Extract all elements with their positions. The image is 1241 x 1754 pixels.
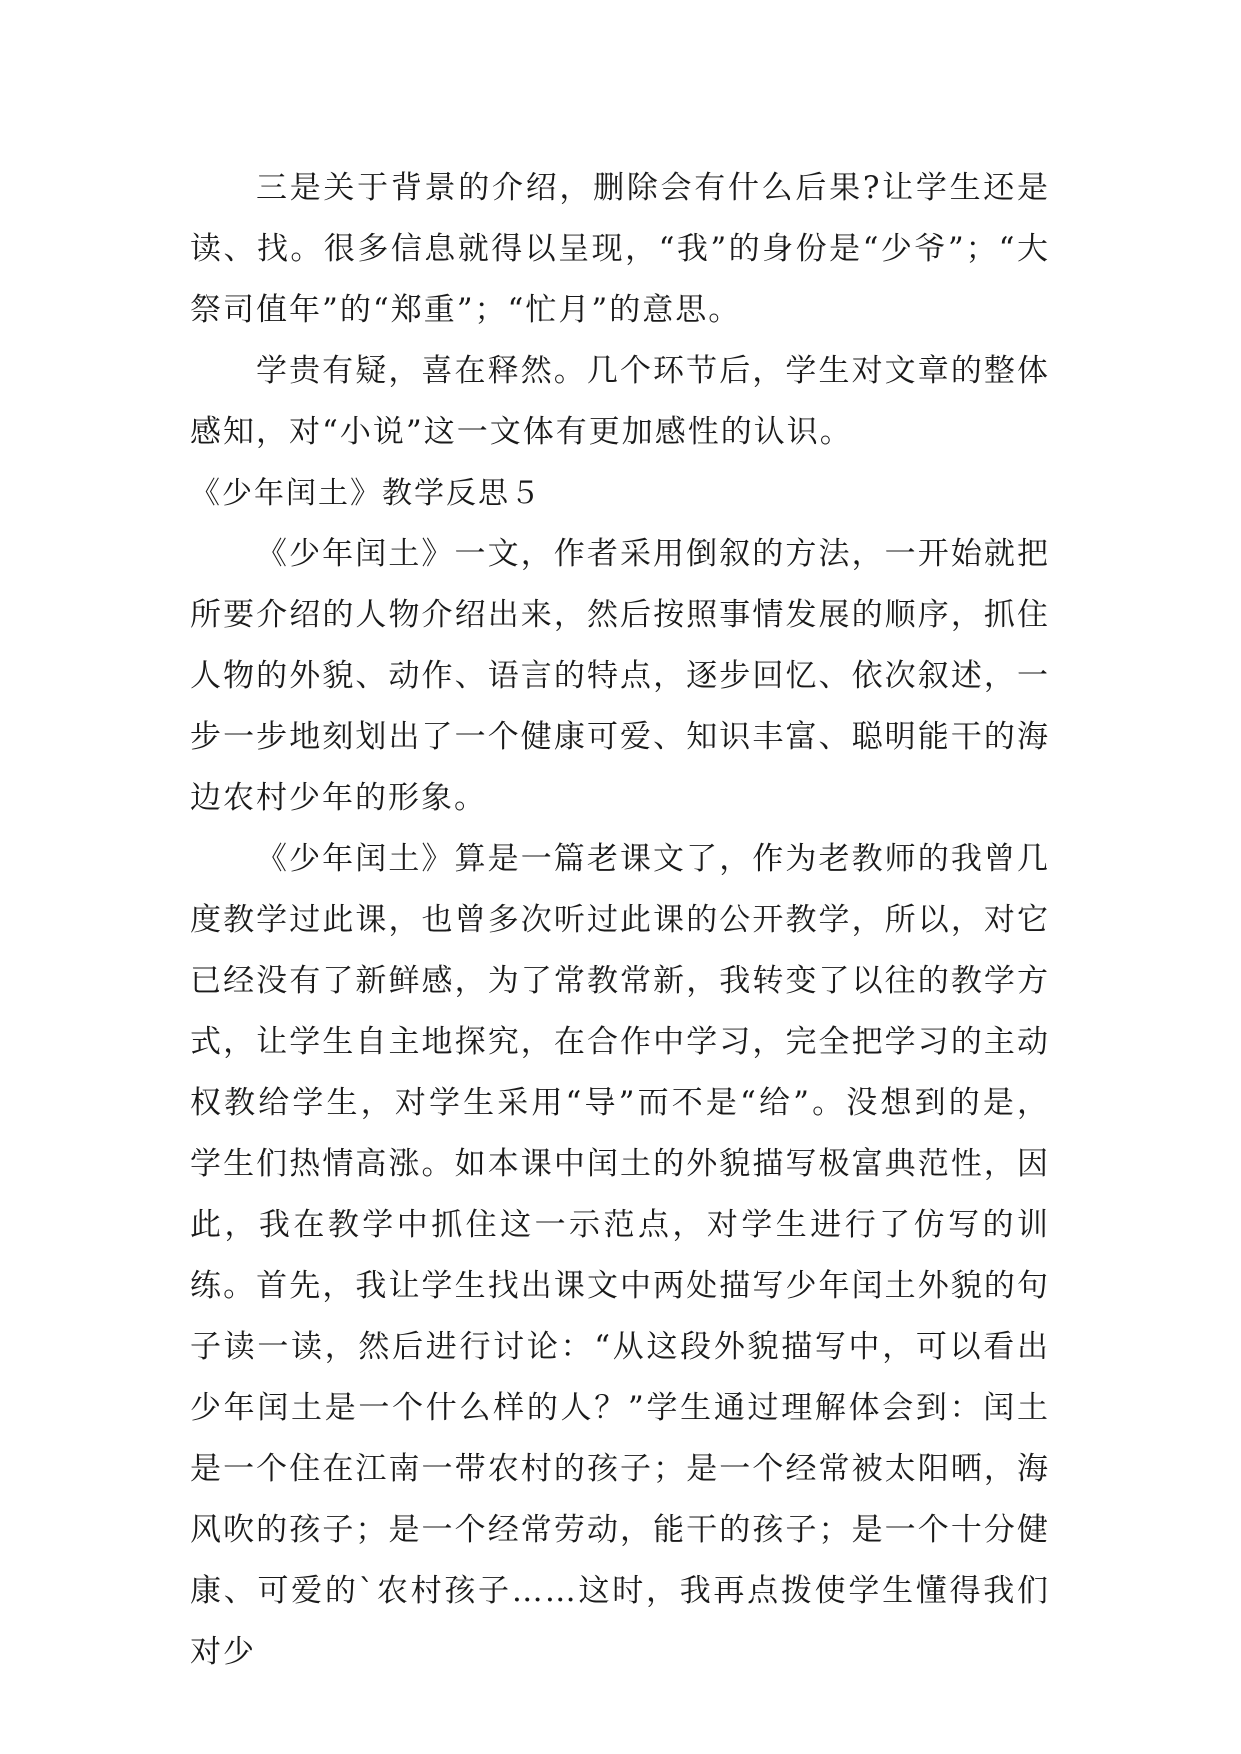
paragraph-teaching-reflection: 《少年闰土》算是一篇老课文了，作为老教师的我曾几度教学过此课，也曾多次听过此课的公开教学，所以，对它已经没有了新鲜感，为了常教常新，我转变了以往的教学方式，让学生自主地探究，在合作中学习，完全把学习的主动权教给学生，对学生采用“导”而不是“给”。没想到的是，学生们热情高涨。如本课中闰土的外貌描写极富典范性，因此，我在教学中抓住这一示范点，对学生进行了仿写的训练。首先，我让学生找出课文中两处描写少年闰土外貌的句子读一读，然后进行讨论：“从这段外貌描写中，可以看出少年闰土是一个什么样的人？”学生通过理解体会到：闰土是一个住在江南一带农村的孩子；是一个经常被太阳晒，海风吹的孩子；是一个经常劳动，能干的孩子；是一个十分健康、可爱的`农村孩子……这时，我再点拨使学生懂得我们对少: [190, 841, 1050, 1670]
document-body: [190, 158, 1050, 1683]
paragraph-background-intro: 三是关于背景的介绍，删除会有什么后果?让学生还是读、找。很多信息就得以呈现，“我”的身份是“少爷”；“大祭司值年”的“郑重”；“忙月”的意思。: [190, 170, 1050, 328]
paragraph-learning-doubt: 学贵有疑，喜在释然。几个环节后，学生对文章的整体感知，对“小说”这一文体有更加感性的认识。: [190, 353, 1050, 450]
paragraph-flashback-method: 《少年闰土》一文，作者采用倒叙的方法，一开始就把所要介绍的人物介绍出来，然后按照事情发展的顺序，抓住人物的外貌、动作、语言的特点，逐步回忆、依次叙述，一步一步地刻划出了一个健康可爱、知识丰富、聪明能干的海边农村少年的形象。: [190, 536, 1050, 816]
section-heading: 《少年闰土》教学反思５: [190, 476, 542, 511]
